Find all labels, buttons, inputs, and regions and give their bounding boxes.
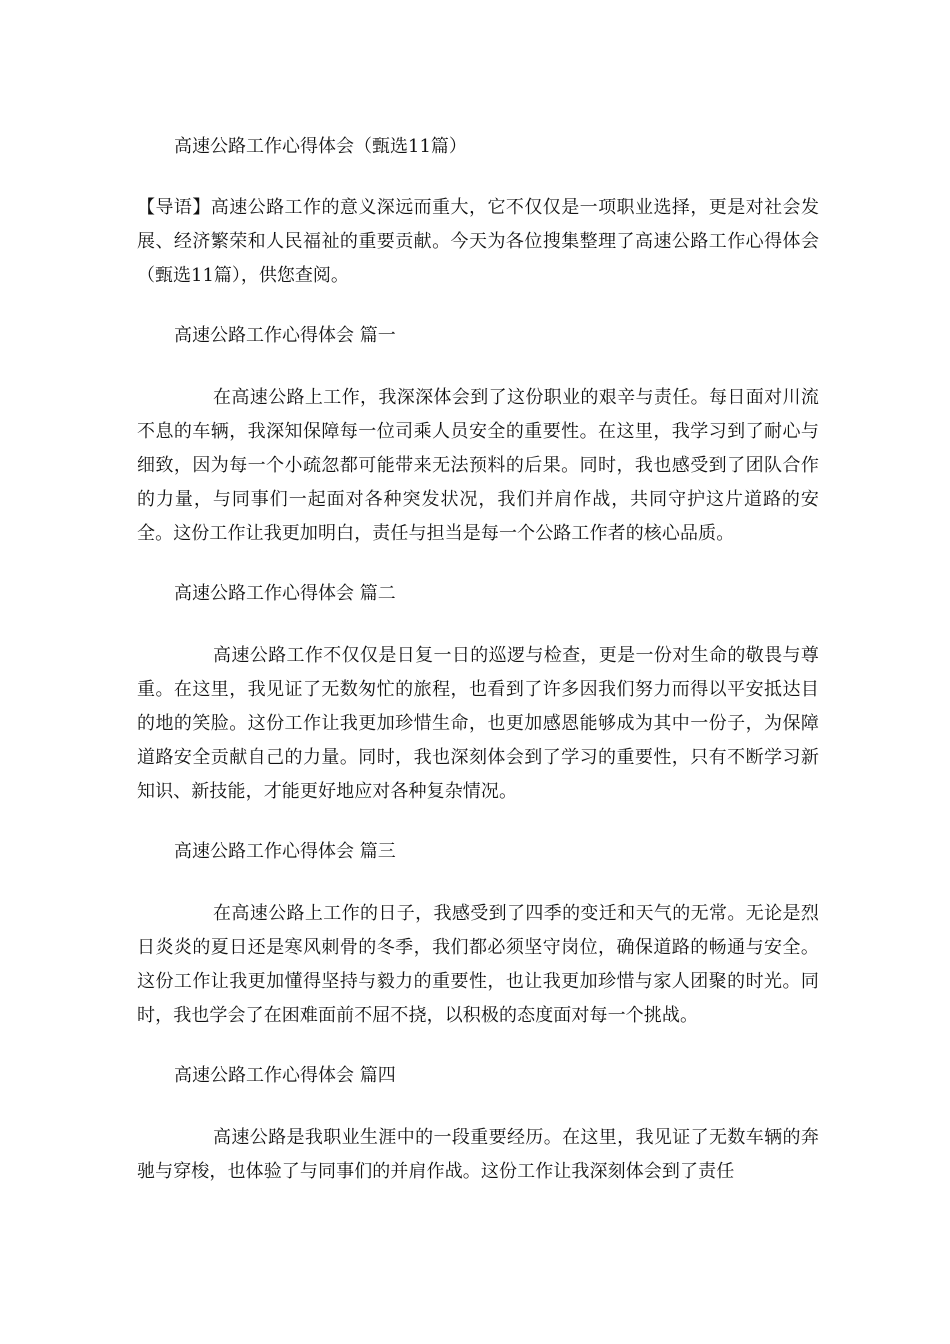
section-heading: 高速公路工作心得体会 篇一 — [174, 325, 396, 346]
document-title: 高速公路工作心得体会（甄选11篇） — [174, 136, 467, 157]
section-heading: 高速公路工作心得体会 篇四 — [174, 1065, 396, 1086]
section-2 — [137, 577, 819, 809]
section-body: 在高速公路上工作的日子，我感受到了四季的变迁和天气的无常。无论是烈日炎炎的夏日还是寒风刺骨的冬季，我们都必须坚守岗位，确保道路的畅通与安全。这份工作让我更加懂得坚持与毅力的重要性，也让我更加珍惜与家人团聚的时光。同时，我也学会了在困难面前不屈不挠，以积极的态度面对每一个挑战。 — [137, 903, 819, 1026]
section-4 — [137, 1059, 819, 1189]
section-body: 高速公路是我职业生涯中的一段重要经历。在这里，我见证了无数车辆的奔驰与穿梭，也体验了与同事们的并肩作战。这份工作让我深刻体会到了责任 — [137, 1127, 819, 1182]
section-heading: 高速公路工作心得体会 篇二 — [174, 583, 396, 604]
section-3 — [137, 835, 819, 1033]
section-1 — [137, 319, 819, 551]
section-body: 在高速公路上工作，我深深体会到了这份职业的艰辛与责任。每日面对川流不息的车辆，我深知保障每一位司乘人员安全的重要性。在这里，我学习到了耐心与细致，因为每一个小疏忽都可能带来无法预料的后果。同时，我也感受到了团队合作的力量，与同事们一起面对各种突发状况，我们并肩作战，共同守护这片道路的安全。这份工作让我更加明白，责任与担当是每一个公路工作者的核心品质。 — [137, 387, 819, 544]
section-body: 高速公路工作不仅仅是日复一日的巡逻与检查，更是一份对生命的敬畏与尊重。在这里，我见证了无数匆忙的旅程，也看到了许多因我们努力而得以平安抵达目的地的笑脸。这份工作让我更加珍惜生命，也更加感恩能够成为其中一份子，为保障道路安全贡献自己的力量。同时，我也深刻体会到了学习的重要性，只有不断学习新知识、新技能，才能更好地应对各种复杂情况。 — [137, 645, 819, 802]
document-page — [137, 130, 819, 1215]
document-intro: 【导语】高速公路工作的意义深远而重大，它不仅仅是一项职业选择，更是对社会发展、经济繁荣和人民福祉的重要贡献。今天为各位搜集整理了高速公路工作心得体会（甄选11篇），供您查阅。 — [137, 197, 819, 286]
section-heading: 高速公路工作心得体会 篇三 — [174, 841, 396, 862]
